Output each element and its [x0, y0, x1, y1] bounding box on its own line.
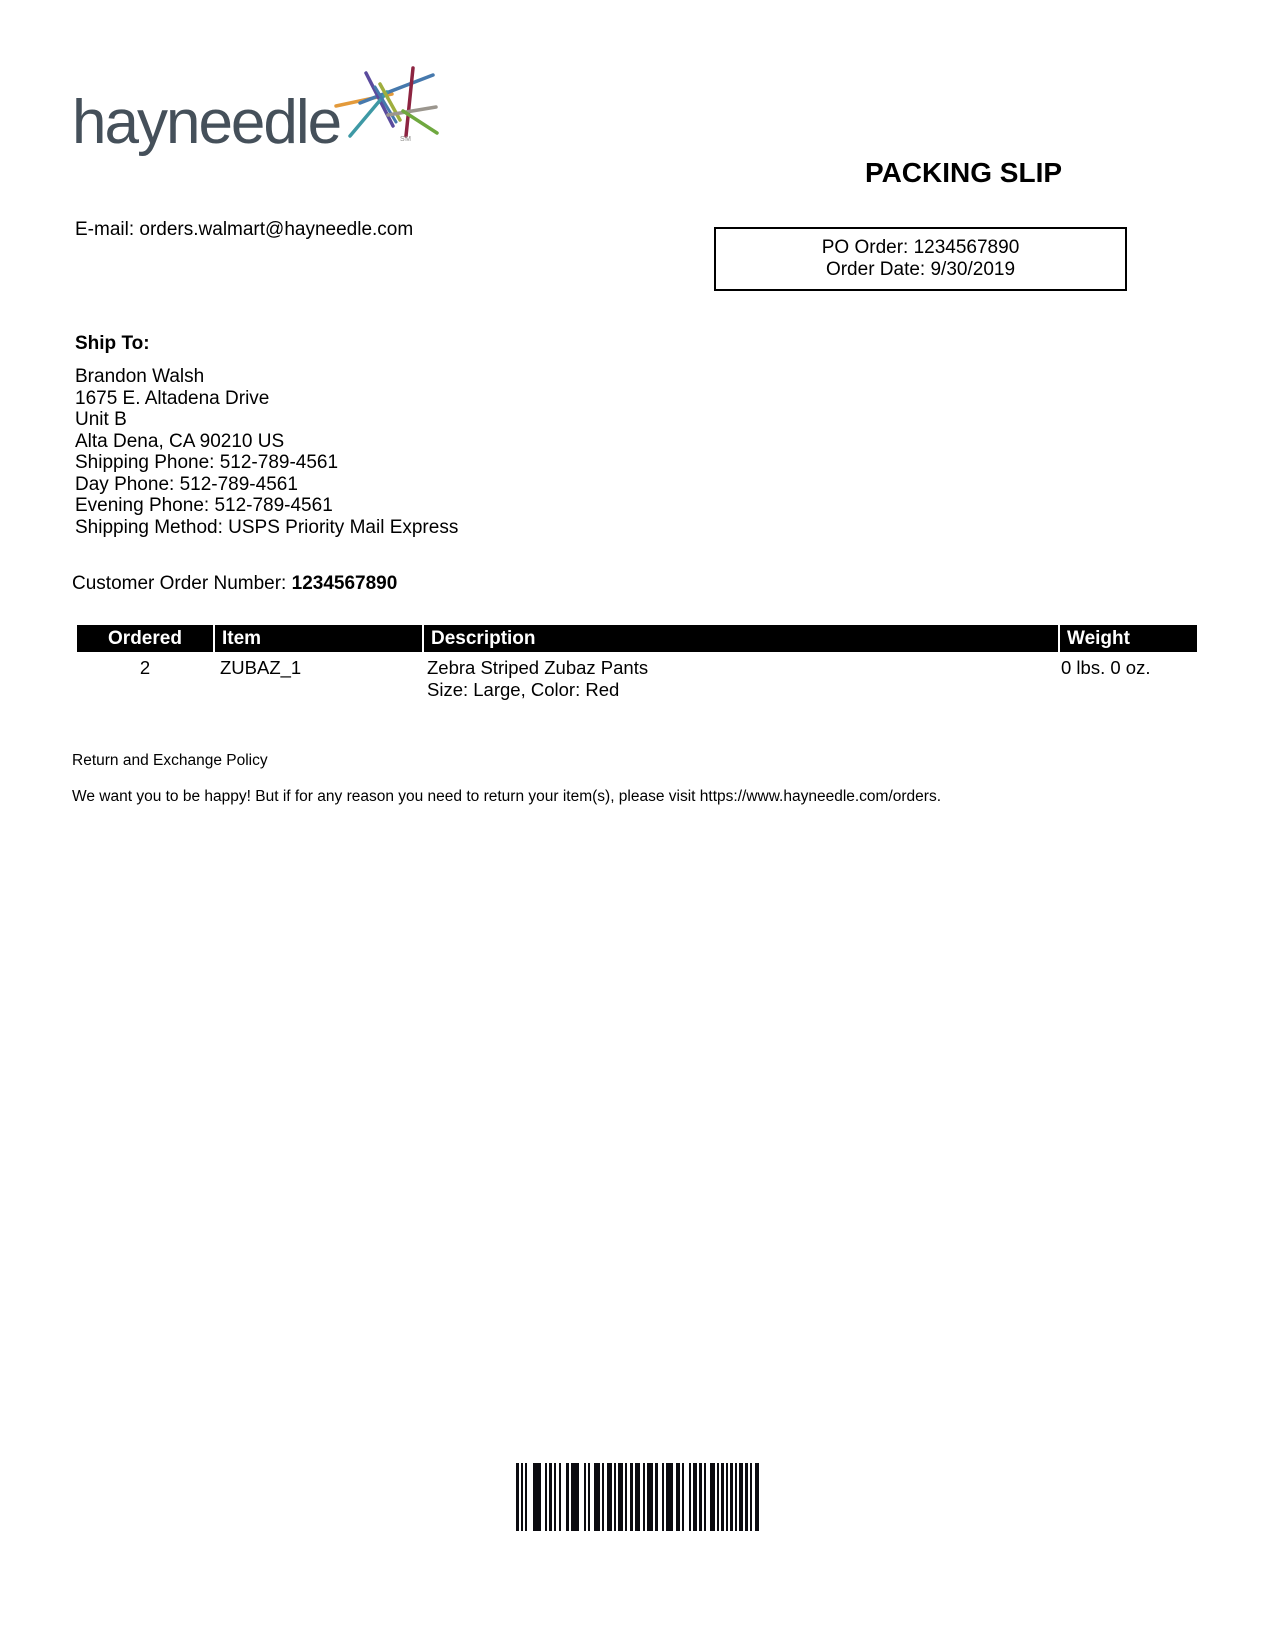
shipping-method-line: Shipping Method: USPS Priority Mail Express [75, 516, 459, 538]
day-phone-line: Day Phone: 512-789-4561 [75, 473, 298, 495]
row-description-title: Zebra Striped Zubaz Pants [427, 657, 649, 678]
po-order-line: PO Order: 1234567890 [821, 237, 1020, 258]
row-description [420, 657, 1054, 701]
email-line: E-mail: orders.walmart@hayneedle.com [75, 219, 414, 240]
row-ordered-qty: 2 [139, 657, 151, 678]
address-line-2: Unit B [75, 409, 127, 430]
items-table-header [77, 625, 1202, 652]
row-item-sku: ZUBAZ_1 [220, 657, 302, 678]
ship-to-address [75, 366, 458, 538]
header-description: Description [424, 625, 1058, 652]
items-table [77, 625, 1202, 701]
return-policy-text: We want you to be happy! But if for any reason you need to return your item(s), please visit https://www.hayneedle.com/orders. [72, 788, 942, 805]
ship-to-label: Ship To: [75, 333, 150, 354]
customer-order-number-line [72, 573, 397, 595]
row-description-variant: Size: Large, Color: Red [427, 679, 620, 700]
customer-order-number-value: 1234567890 [291, 573, 398, 594]
address-line-1: 1675 E. Altadena Drive [75, 387, 270, 409]
po-order-box [714, 227, 1127, 291]
order-date-line: Order Date: 9/30/2019 [825, 259, 1016, 280]
evening-phone-line: Evening Phone: 512-789-4561 [75, 495, 333, 516]
logo-trademark: SM [400, 136, 412, 143]
address-city-line: Alta Dena, CA 90210 US [75, 430, 285, 452]
shipping-phone-line: Shipping Phone: 512-789-4561 [75, 452, 339, 473]
page-title: PACKING SLIP [864, 157, 1063, 188]
barcode [516, 1463, 762, 1531]
hayneedle-sticks-icon [330, 62, 440, 150]
header-ordered: Ordered [77, 625, 213, 652]
return-policy-heading: Return and Exchange Policy [72, 752, 268, 769]
header-item: Item [215, 625, 422, 652]
header-weight: Weight [1060, 625, 1197, 652]
recipient-name: Brandon Walsh [75, 366, 205, 387]
row-weight: 0 lbs. 0 oz. [1061, 657, 1151, 678]
table-row [77, 657, 1202, 701]
customer-order-number-label: Customer Order Number: [72, 573, 292, 594]
hayneedle-logo-text: hayneedle [72, 88, 341, 157]
